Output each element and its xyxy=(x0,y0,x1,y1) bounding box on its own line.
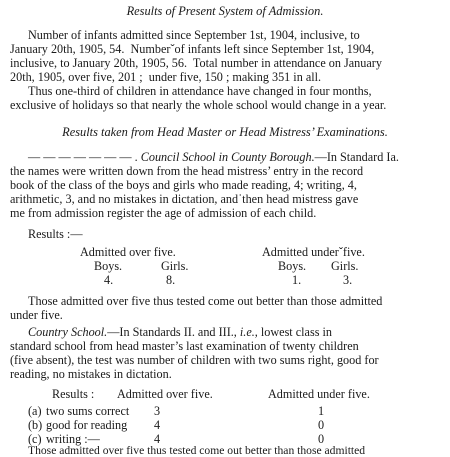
council-over-boys-value: 4. xyxy=(104,273,114,287)
country-row-c-mark: (c) xyxy=(28,432,42,446)
council-line-3: book of the class of the boys and girls who made reading, 4; writing, 4, xyxy=(10,178,357,192)
para-1-line-6: exclusive of holidays so that nearly the whole school would change in a year. xyxy=(10,98,387,112)
country-row-b-over: 4 xyxy=(154,418,161,432)
country-results-label: Results : xyxy=(52,387,95,401)
country-row-c-label: writing :— xyxy=(46,432,100,446)
country-row-a-over: 3 xyxy=(154,404,161,418)
council-over-girls-label: Girls. xyxy=(161,259,189,273)
council-results-label: Results :— xyxy=(28,227,83,241)
country-row-b-under: 0 xyxy=(318,418,325,432)
country-first-line xyxy=(28,325,332,339)
country-ie: i.e., xyxy=(239,325,258,339)
country-row-a-mark: (a) xyxy=(28,404,42,418)
country-row-c-over: 4 xyxy=(154,432,161,446)
council-under-five-label: Admitted underˇfive. xyxy=(262,245,365,259)
country-row-c-under: 0 xyxy=(318,432,325,446)
council-over-five-label: Admitted over five. xyxy=(80,245,176,259)
council-under-girls-value: 3. xyxy=(343,273,353,287)
council-line-5: me from admission register the age of admission of each child. xyxy=(10,206,317,220)
country-row-b-mark: (b) xyxy=(28,418,43,432)
country-over-five-label: Admitted over five. xyxy=(117,387,213,401)
council-first-line-rest: —In Standard Ia. xyxy=(314,150,399,164)
country-school-title: Country School. xyxy=(28,325,108,339)
council-conclusion-line-2: under five. xyxy=(10,308,63,322)
council-conclusion-line-1: Those admitted over five thus tested come out better than those admitted xyxy=(28,294,383,308)
country-row-a-under: 1 xyxy=(318,404,325,418)
council-over-girls-value: 8. xyxy=(166,273,176,287)
country-row-a-label: two sums correct xyxy=(46,404,130,418)
country-under-five-label: Admitted under five. xyxy=(268,387,370,401)
country-first-line-end: lowest class in xyxy=(257,325,332,339)
country-line-4: reading, no mistakes in dictation. xyxy=(10,367,172,381)
country-line-2: standard school from head master’s last examination of twenty children xyxy=(10,339,359,353)
council-under-girls-label: Girls. xyxy=(331,259,359,273)
country-line-3: (five absent), the test was number of children with two sums right, good for xyxy=(10,353,379,367)
country-row-b-label: good for reading xyxy=(46,418,128,432)
para-1-line-5: Thus one-third of children in attendance have changed in four months, xyxy=(28,84,372,98)
council-under-boys-value: 1. xyxy=(292,273,302,287)
heading-present-system: Results of Present System of Admission. xyxy=(126,4,324,18)
heading-examinations: Results taken from Head Master or Head Mistress’ Examinations. xyxy=(62,125,388,139)
council-line-4: arithmetic, 3, and no mistakes in dictation, andˈthen head mistress gave xyxy=(10,192,359,206)
para-1-line-2: January 20th, 1905, 54. Numberˇof infants left since September 1st, 1904, xyxy=(10,42,375,56)
para-1-line-4: 20th, 1905, over five, 201 ; under five, 150 ; making 351 in all. xyxy=(10,70,322,84)
country-conclusion-line-1: Those admitted over five thus tested come out better than those admitted xyxy=(28,444,366,457)
para-1-line-1: Number of infants admitted since September 1st, 1904, inclusive, to xyxy=(28,28,360,42)
council-over-boys-label: Boys. xyxy=(94,259,123,273)
council-under-boys-label: Boys. xyxy=(278,259,307,273)
council-first-line xyxy=(28,150,399,164)
country-first-line-rest: —In Standards II. and III., xyxy=(107,325,240,339)
para-1-line-3: inclusive, to January 20th, 1905, 56. Total number in attendance on January xyxy=(10,56,382,70)
council-dash: — — — — — — — . xyxy=(28,150,138,164)
council-school-title: Council School in County Borough. xyxy=(140,150,315,164)
council-line-2: the names were written down from the head mistress’ entry in the record xyxy=(10,164,364,178)
